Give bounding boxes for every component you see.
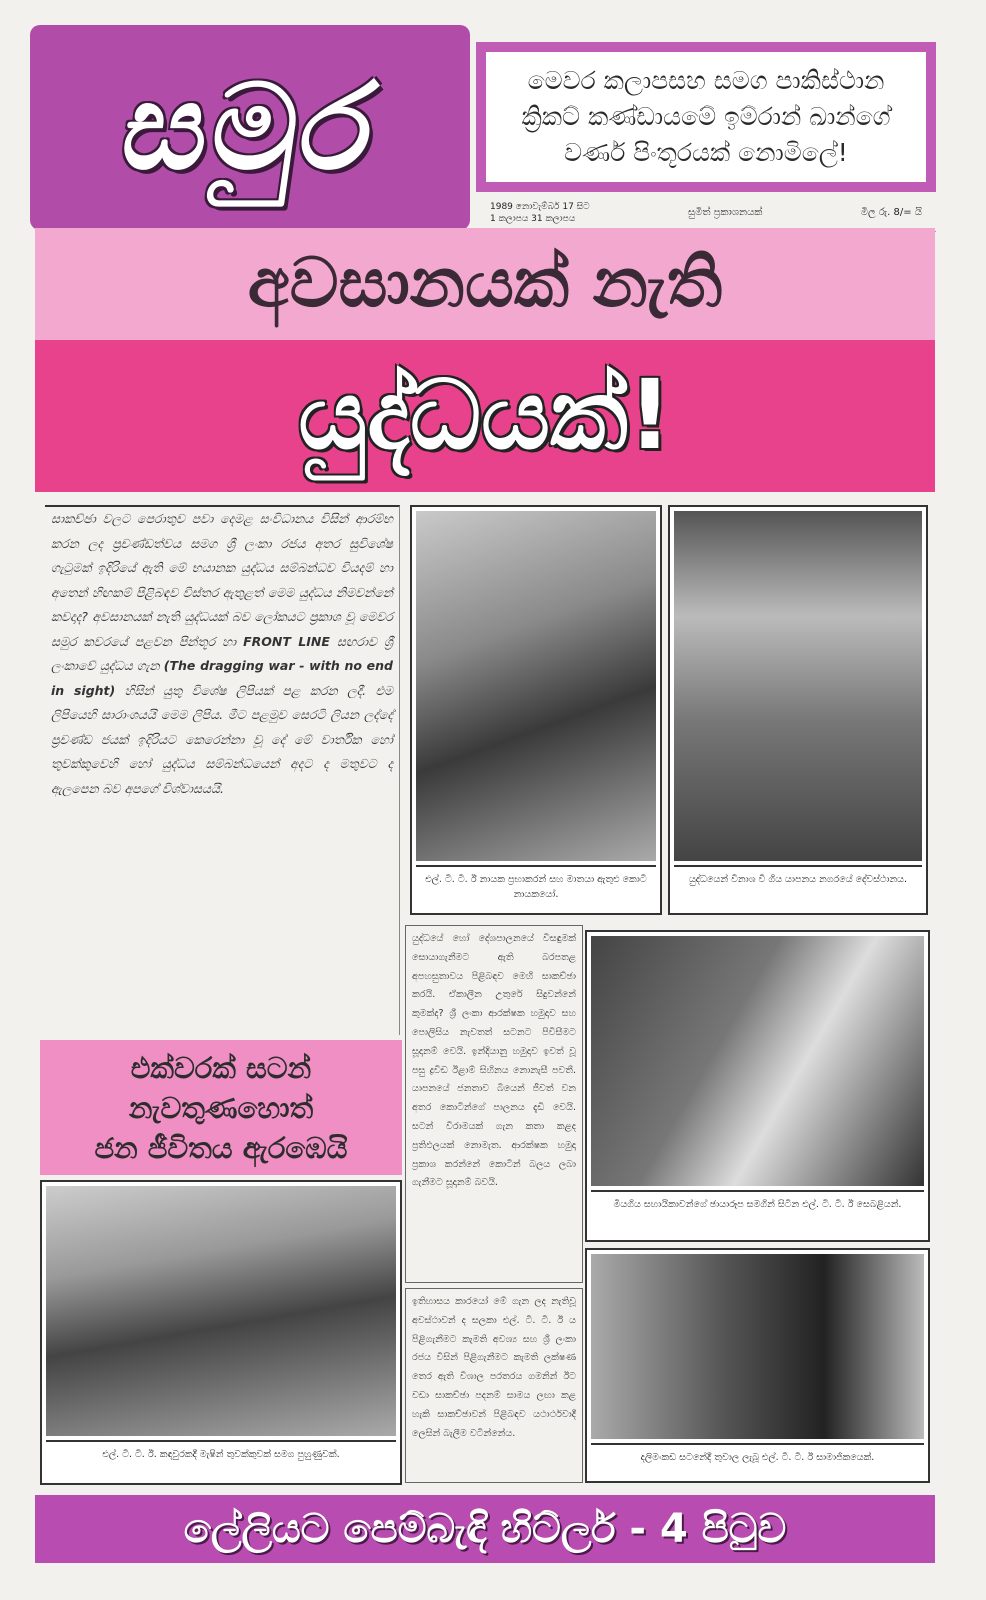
newspaper-logo: සමුර [113,57,387,196]
masthead [30,25,470,230]
photo-image [591,936,924,1186]
sub-headline-line: නැවතුණහොත් [128,1090,314,1125]
teaser-line: වර්ණ පිංතූරයක් නොමිලේ! [564,138,848,167]
date-line: 1 කලාපය 31 කලාපය [490,213,576,224]
price: මිල රු. 8/= යි [860,207,922,218]
photo-leaders [410,505,662,915]
footer-teaser: ලේලියට පෙම්බැඳි හිට්ලර් - 4 පිටුව [35,1495,935,1563]
date-line: 1989 නොවැම්බර් 17 සිට [490,201,590,212]
teaser-line: ක්‍රිකට් කණ්ඩායමේ ඉම්රාන් ඛාන්ගේ [521,102,891,131]
photo-training [40,1180,402,1485]
photo-image [46,1186,396,1436]
photo-caption: දලිමංකඩ සටනේදී තුවාල ලැබූ එල්. ටී. ටී. ඊ සාමාජිකයෙක්. [591,1443,924,1470]
article-english: FRONT LINE [243,633,330,649]
sub-headline-line: ජන ජීවිතය ඇරඹෙයි [94,1130,348,1165]
photo-caption: මියගිය සහායිකාවන්ගේ ඡායාරූප සමගින් සිටින එල්. ටී. ටී. ඊ සෙබළියන්. [591,1190,924,1217]
photo-caption: යුද්ධයෙන් විනාශ වී ගිය යාපනය නගරයේ දේවස්ථානය. [674,865,922,892]
headline-line2: යුද්ධයක්! [35,340,935,492]
mid-column-text [405,925,583,1283]
teaser-line: මෙවර කලාපසහ සමග පාකිස්ථාන [527,66,885,95]
publisher: සුමිත් ප්‍රකාශනයක් [687,207,763,218]
article-text: ඉතිහාසය කාරයෝ මේ ගැන ලද නැතිවූ අවස්ථාවන් ද සලකා එල්. ටී. ටී. ඊ ය පිළිගැනීමට කැමති අවශ්‍ය සහ ශ්‍රී ලංකා රජය විසින් පිළිගැනීමට කැමති ලක්ෂණ තෙර ඇති විශාල පරතරය ගමනින් ඊට වඩා සාකච්ඡා පදනම් සාමය ලඟා කළ හැකි සාකච්ඡාවන් පිළිබඳව යථාර්ථවාදී ලෙසින් බැලීම වටින්නේය. [412,1296,576,1439]
article-text: සඟරාව ශ්‍රී ලංකාවේ යුද්ධය ගැන [51,633,393,673]
photo-injured [585,1248,930,1483]
article-english: (The dragging war - with no end in sight) [51,658,393,698]
lead-article [45,505,400,1035]
issue-info [476,194,936,232]
photo-image [591,1254,924,1439]
photo-image [674,511,922,861]
photo-ruins [668,505,928,915]
photo-caption: එල්. ටී. ටී. ඊ. කඳවුරකදී මැෂින් තුවක්කුවක් සමග පුහුණුවක්. [46,1440,396,1467]
teaser-box [476,42,936,192]
photo-cadres [585,930,930,1242]
article-text: සාකච්ඡා වලට පෙරාතුව පවා දෙමළ සංවිධානය විසින් ආරම්භ කරන ලද ප්‍රචණ්ඩත්වය සමග ශ්‍රී ලංකා රජය අතර සුවිශේෂ ගැටුමක් ඉදිරියේ ඇති මේ භයානක යුද්ධය සම්බන්ධව වියදම් හා අතෙන් හිඟකම් පිළිබඳව විස්තර ඇතුළත් මෙම යුද්ධය නිමවන්නේ කවදාද? අවසානයක් නැති යුද්ධයක් බව ලෝකයට ප්‍රකාශ වූ මෙවර සමුර කවරයේ පළවන පින්තූර හා [51,511,393,649]
article-text: යුද්ධයේ හෝ දේශපාලනයේ විසඳුමක් සොයාගැනීමට ඇති බරපතළ අපහසුතාවය පිළිබඳව මෙහි සාකච්ඡා කරයි. ඒකාලීන උතුරේ සිදුවන්නේ කුමක්ද? ශ්‍රී ලංකා ආරක්ෂක හමුදාව සහ පොලිසිය නැවතත් සටනට පිවිසීමට සූදානම් වෙයි. ඉන්දියානු හමුදාව ඉවත් වූ පසු ද්‍රවිඩ ඊළාම් සිහිනය නොනැසී පවතී. යාපනයේ ජනතාව බියෙන් ජීවත් වන අතර කොටින්ගේ පාලනය දැඩි වෙයි. සටන් විරාමයක් ගැන කතා කළද ප්‍රතිඵලයක් නොමැත. ආරක්ෂක හමුදා ප්‍රකාශ කරන්නේ කොටින් බලය ලබා ගැනීමට සූදානම් බවයි. [412,933,576,1189]
mid-column-text-2 [405,1288,583,1483]
article-text: හිසින් යුතු විශේෂ ලිපියක් පළ කරන ලදී. එම ලිපියෙහි සාරාංශයයි මෙම ලිපිය. මීට පළමුව සෙරටි ලියන ලද්දේ ප්‍රචණ්ඩ ජයක් ඉදිරියට කෙරෙන්නා වූ දේ මේ වාර්තික හෝ තුවක්කුවෙහි හෝ යුද්ධය සම්බන්ධයෙන් අදට ද මතුවට ද ඇලපෙන බව අපගේ විශ්වාසයයි. [51,682,393,796]
photo-caption: එල්. ටී. ටී. ඊ නායක ප්‍රභාකරන් සහ මාතයා ඇතුළු කොටි නායකයෝ. [416,865,656,907]
sub-headline-box [40,1040,402,1175]
headline-line1: අවසානයක් නැති [35,228,935,340]
photo-image [416,511,656,861]
sub-headline-line: එක්වරක් සටන් [130,1050,312,1085]
issue-date [490,201,590,225]
